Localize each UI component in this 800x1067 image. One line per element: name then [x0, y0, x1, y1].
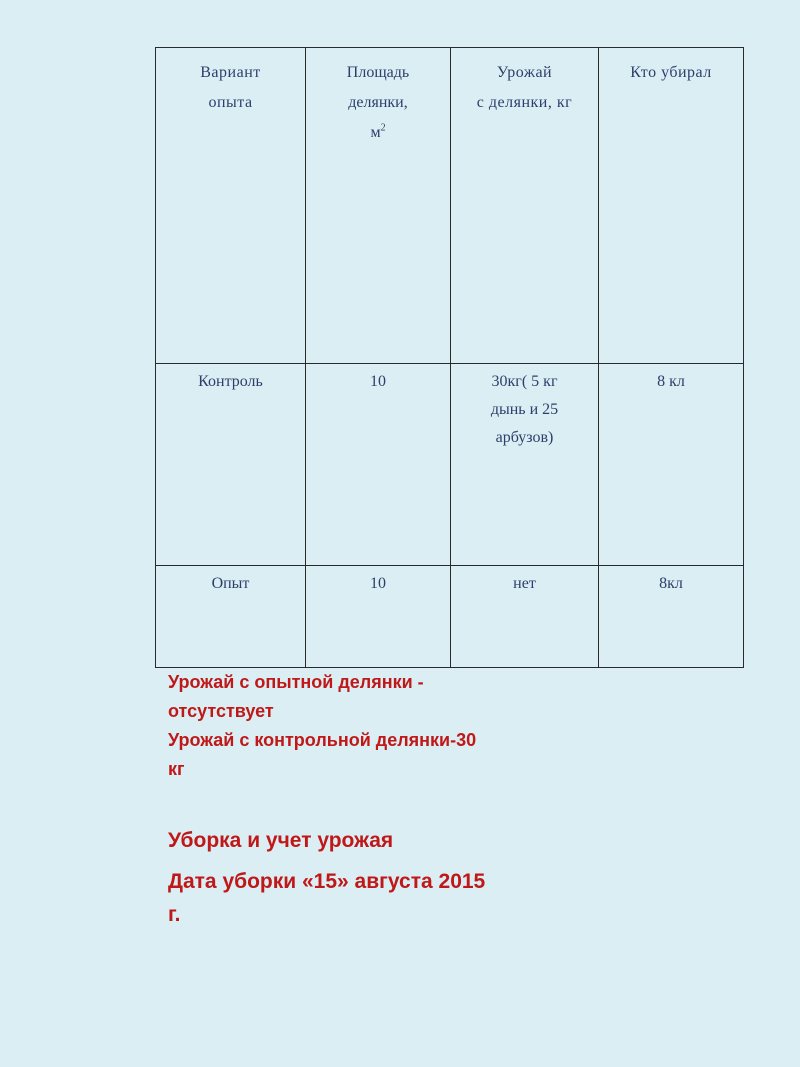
harvest-date: Дата уборки «15» августа 2015 — [168, 870, 486, 893]
experiment-area-cell — [306, 566, 451, 668]
row-control-variant: Контроль — [198, 373, 263, 390]
header-area-cell — [306, 48, 451, 364]
summary-line: кг — [168, 759, 185, 779]
row-experiment-yield: нет — [513, 575, 536, 592]
header-who: Кто убирал — [630, 64, 712, 81]
header-area-superscript: 2 — [380, 122, 386, 134]
harvest-block — [168, 824, 638, 931]
control-area-cell — [306, 364, 451, 566]
header-who-cell — [599, 48, 744, 364]
header-variant-cell — [156, 48, 306, 364]
row-control-yield: 30кг( 5 кг дынь и 25 арбузов) — [490, 373, 559, 446]
header-variant: Вариант опыта — [200, 64, 261, 111]
yield-summary — [168, 668, 638, 784]
experiment-who-cell — [599, 566, 744, 668]
experiment-yield-cell — [451, 566, 599, 668]
row-experiment-who: 8кл — [659, 575, 683, 592]
control-yield-cell — [451, 364, 599, 566]
row-experiment-variant: Опыт — [211, 575, 250, 592]
notes-block — [168, 668, 638, 931]
control-variant-cell — [156, 364, 306, 566]
row-control-who: 8 кл — [657, 373, 685, 390]
header-area-label: Площадь делянки, м — [346, 64, 410, 141]
summary-line: Урожай с опытной делянки - — [168, 672, 424, 692]
summary-line: Урожай с контрольной делянки-30 — [168, 730, 477, 750]
table-row — [156, 364, 744, 566]
harvest-date-suffix: г. — [168, 903, 181, 926]
experiment-variant-cell — [156, 566, 306, 668]
header-yield: Урожай с делянки, кг — [476, 64, 573, 111]
table-header-row — [156, 48, 744, 364]
header-area — [312, 58, 444, 148]
row-control-area: 10 — [370, 373, 386, 390]
control-who-cell — [599, 364, 744, 566]
table-row — [156, 566, 744, 668]
summary-line: отсутствует — [168, 701, 274, 721]
row-experiment-area: 10 — [370, 575, 386, 592]
header-yield-cell — [451, 48, 599, 364]
results-table — [155, 47, 744, 668]
harvest-title: Уборка и учет урожая — [168, 829, 394, 852]
